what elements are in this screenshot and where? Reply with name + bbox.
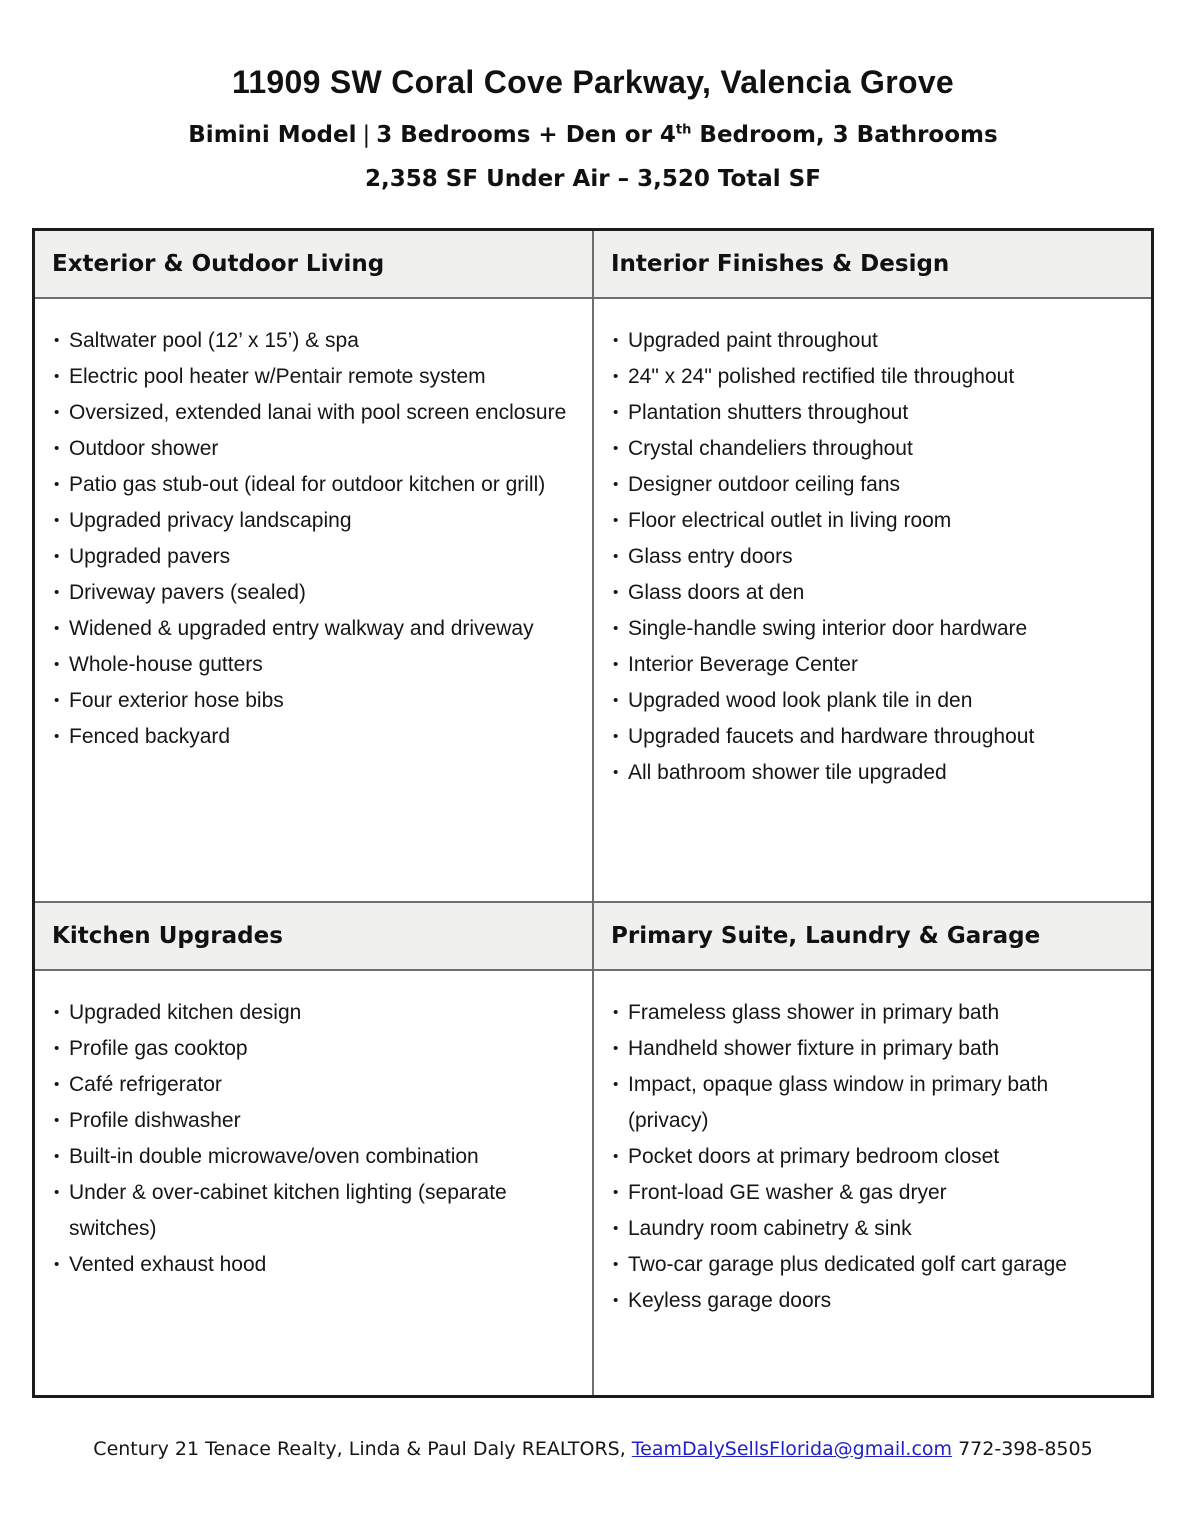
footer-brokerage-agents: Century 21 Tenace Realty, Linda & Paul Daly REALTORS,: [93, 1438, 632, 1460]
subtitle-square-footage: 2,358 SF Under Air – 3,520 Total SF: [365, 166, 821, 192]
feature-item: • 24" x 24" polished rectified tile throughout: [611, 359, 1129, 395]
body-row-top: [34, 298, 1153, 902]
feature-item: • Upgraded privacy landscaping: [52, 503, 570, 539]
feature-item: • Patio gas stub-out (ideal for outdoor kitchen or grill): [52, 467, 570, 503]
feature-item: • Widened & upgraded entry walkway and driveway: [52, 611, 570, 647]
feature-item: • Interior Beverage Center: [611, 647, 1129, 683]
feature-item: • Frameless glass shower in primary bath: [611, 995, 1129, 1031]
feature-item: • Under & over-cabinet kitchen lighting (separate switches): [52, 1175, 570, 1247]
feature-item: • Upgraded paint throughout: [611, 323, 1129, 359]
subtitle-model: Bimini Model: [188, 122, 357, 148]
feature-item: • Designer outdoor ceiling fans: [611, 467, 1129, 503]
feature-list-primary-suite: [611, 995, 1129, 1319]
feature-item: • Glass doors at den: [611, 575, 1129, 611]
section-header-exterior-outdoor-living: Exterior & Outdoor Living: [34, 230, 594, 299]
subtitle-superscript: th: [675, 122, 692, 138]
subtitle-bedrooms: 3 Bedrooms + Den or 4: [376, 122, 676, 148]
feature-item: • Vented exhaust hood: [52, 1247, 570, 1283]
feature-item: • Upgraded wood look plank tile in den: [611, 683, 1129, 719]
feature-item: • Upgraded faucets and hardware throughout: [611, 719, 1129, 755]
feature-item: • Pocket doors at primary bedroom closet: [611, 1139, 1129, 1175]
feature-item: • Plantation shutters throughout: [611, 395, 1129, 431]
section-body-interior-finishes-design: [593, 298, 1153, 902]
feature-item: • Upgraded pavers: [52, 539, 570, 575]
section-body-kitchen-upgrades: [34, 970, 594, 1397]
features-table: [32, 228, 1154, 1398]
email-link[interactable]: TeamDalySellsFlorida@gmail.com: [631, 1438, 953, 1460]
feature-item: • Outdoor shower: [52, 431, 570, 467]
feature-list-exterior: [52, 323, 570, 755]
flyer-footer: [0, 1438, 1186, 1460]
feature-item: • Front-load GE washer & gas dryer: [611, 1175, 1129, 1211]
body-row-bottom: [34, 970, 1153, 1397]
header-row-bottom: [34, 902, 1153, 970]
feature-item: • All bathroom shower tile upgraded: [611, 755, 1129, 791]
feature-item: • Four exterior hose bibs: [52, 683, 570, 719]
section-body-primary-suite-laundry-garage: [593, 970, 1153, 1397]
feature-item: • Driveway pavers (sealed): [52, 575, 570, 611]
feature-item: • Café refrigerator: [52, 1067, 570, 1103]
feature-list-kitchen: [52, 995, 570, 1283]
feature-item: • Profile dishwasher: [52, 1103, 570, 1139]
feature-item: • Handheld shower fixture in primary bath: [611, 1031, 1129, 1067]
feature-item: • Electric pool heater w/Pentair remote system: [52, 359, 570, 395]
feature-item: • Saltwater pool (12’ x 15’) & spa: [52, 323, 570, 359]
feature-item: • Keyless garage doors: [611, 1283, 1129, 1319]
feature-item: • Two-car garage plus dedicated golf cart garage: [611, 1247, 1129, 1283]
feature-item: • Glass entry doors: [611, 539, 1129, 575]
subtitle-model-line: [0, 122, 1186, 148]
page-title: 11909 SW Coral Cove Parkway, Valencia Grove: [231, 64, 955, 100]
feature-item: • Floor electrical outlet in living room: [611, 503, 1129, 539]
section-header-kitchen-upgrades: Kitchen Upgrades: [34, 902, 594, 970]
subtitle-pipe: |: [362, 122, 371, 148]
feature-item: • Laundry room cabinetry & sink: [611, 1211, 1129, 1247]
feature-item: • Crystal chandeliers throughout: [611, 431, 1129, 467]
feature-item: • Upgraded kitchen design: [52, 995, 570, 1031]
feature-item: • Profile gas cooktop: [52, 1031, 570, 1067]
feature-item: • Impact, opaque glass window in primary bath (privacy): [611, 1067, 1129, 1139]
feature-list-interior: [611, 323, 1129, 791]
subtitle-bathrooms: Bedroom, 3 Bathrooms: [691, 122, 998, 148]
section-header-primary-suite-laundry-garage: Primary Suite, Laundry & Garage: [593, 902, 1153, 970]
header-row-top: [34, 230, 1153, 299]
feature-item: • Whole-house gutters: [52, 647, 570, 683]
section-body-exterior-outdoor-living: [34, 298, 594, 902]
footer-phone: 772-398-8505: [952, 1438, 1093, 1460]
feature-item: • Oversized, extended lanai with pool screen enclosure: [52, 395, 570, 431]
feature-item: • Built-in double microwave/oven combination: [52, 1139, 570, 1175]
feature-item: • Fenced backyard: [52, 719, 570, 755]
feature-item: • Single-handle swing interior door hardware: [611, 611, 1129, 647]
section-header-interior-finishes-design: Interior Finishes & Design: [593, 230, 1153, 299]
